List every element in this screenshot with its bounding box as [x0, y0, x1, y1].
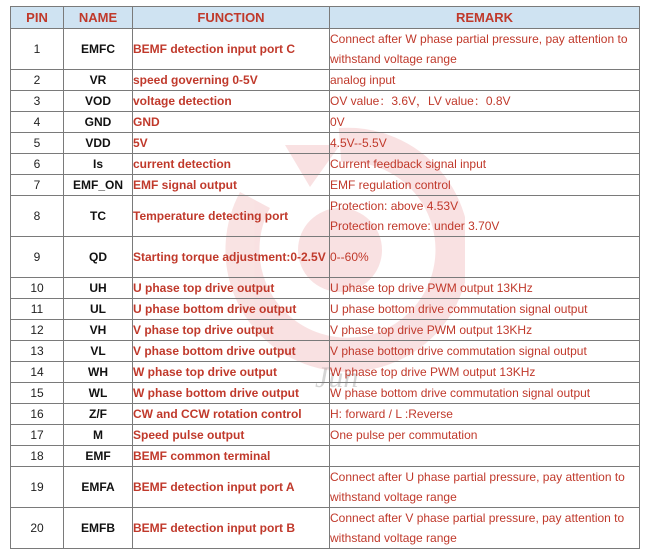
name-cell: WL	[64, 383, 133, 404]
table-row	[11, 70, 640, 91]
function-cell: voltage detection	[133, 91, 330, 112]
name-cell: Z/F	[64, 404, 133, 425]
name-cell: VL	[64, 341, 133, 362]
table-row	[11, 299, 640, 320]
name-cell: EMFB	[64, 508, 133, 549]
pin-cell: 2	[11, 70, 64, 91]
function-cell: BEMF common terminal	[133, 446, 330, 467]
remark-cell: W phase bottom drive commutation signal output	[330, 383, 640, 404]
name-cell: TC	[64, 196, 133, 237]
function-cell: speed governing 0-5V	[133, 70, 330, 91]
pin-cell: 15	[11, 383, 64, 404]
remark-cell: 0--60%	[330, 237, 640, 278]
remark-cell	[330, 446, 640, 467]
name-cell: VR	[64, 70, 133, 91]
table-row	[11, 133, 640, 154]
table-row	[11, 320, 640, 341]
table-row	[11, 154, 640, 175]
table-row	[11, 425, 640, 446]
remark-cell: V phase bottom drive commutation signal output	[330, 341, 640, 362]
pin-cell: 16	[11, 404, 64, 425]
name-cell: QD	[64, 237, 133, 278]
name-cell: UL	[64, 299, 133, 320]
function-cell: BEMF detection input port A	[133, 467, 330, 508]
function-cell: V phase top drive output	[133, 320, 330, 341]
table-row	[11, 112, 640, 133]
pin-cell: 6	[11, 154, 64, 175]
function-cell: Starting torque adjustment:0-2.5V	[133, 237, 330, 278]
function-cell: U phase top drive output	[133, 278, 330, 299]
name-cell: VOD	[64, 91, 133, 112]
table-body	[11, 29, 640, 549]
remark-cell: Connect after U phase partial pressure, pay attention to withstand voltage range	[330, 467, 640, 508]
remark-cell: Connect after V phase partial pressure, pay attention to withstand voltage range	[330, 508, 640, 549]
pin-cell: 5	[11, 133, 64, 154]
name-cell: EMFC	[64, 29, 133, 70]
function-cell: Speed pulse output	[133, 425, 330, 446]
header-function: FUNCTION	[133, 7, 330, 29]
pin-cell: 20	[11, 508, 64, 549]
remark-cell: Current feedback signal input	[330, 154, 640, 175]
function-cell: EMF signal output	[133, 175, 330, 196]
pin-cell: 9	[11, 237, 64, 278]
pin-cell: 19	[11, 467, 64, 508]
function-cell: BEMF detection input port C	[133, 29, 330, 70]
remark-cell: Protection: above 4.53V Protection remove: under 3.70V	[330, 196, 640, 237]
name-cell: VDD	[64, 133, 133, 154]
pin-cell: 13	[11, 341, 64, 362]
table-row	[11, 196, 640, 237]
table-header-row	[11, 7, 640, 29]
table-row	[11, 29, 640, 70]
remark-cell: H: forward / L :Reverse	[330, 404, 640, 425]
remark-cell: EMF regulation control	[330, 175, 640, 196]
pin-cell: 17	[11, 425, 64, 446]
function-cell: 5V	[133, 133, 330, 154]
function-cell: U phase bottom drive output	[133, 299, 330, 320]
pin-table	[10, 6, 640, 549]
name-cell: EMF_ON	[64, 175, 133, 196]
name-cell: EMFA	[64, 467, 133, 508]
remark-cell: analog input	[330, 70, 640, 91]
watermark-text: Jun	[315, 361, 359, 394]
pin-cell: 8	[11, 196, 64, 237]
name-cell: M	[64, 425, 133, 446]
pin-cell: 3	[11, 91, 64, 112]
pin-cell: 18	[11, 446, 64, 467]
remark-cell: U phase top drive PWM output 13KHz	[330, 278, 640, 299]
table-row	[11, 362, 640, 383]
pin-cell: 11	[11, 299, 64, 320]
pin-cell: 4	[11, 112, 64, 133]
header-name: NAME	[64, 7, 133, 29]
header-remark: REMARK	[330, 7, 640, 29]
function-cell: BEMF detection input port B	[133, 508, 330, 549]
function-cell: W phase bottom drive output	[133, 383, 330, 404]
name-cell: GND	[64, 112, 133, 133]
table-row	[11, 446, 640, 467]
remark-cell: W phase top drive PWM output 13KHz	[330, 362, 640, 383]
pin-cell: 7	[11, 175, 64, 196]
function-cell: CW and CCW rotation control	[133, 404, 330, 425]
remark-cell: V phase top drive PWM output 13KHz	[330, 320, 640, 341]
table-row	[11, 404, 640, 425]
function-cell: GND	[133, 112, 330, 133]
name-cell: EMF	[64, 446, 133, 467]
name-cell: VH	[64, 320, 133, 341]
table-row	[11, 383, 640, 404]
remark-cell: OV value：3.6V，LV value：0.8V	[330, 91, 640, 112]
name-cell: Is	[64, 154, 133, 175]
remark-cell: 0V	[330, 112, 640, 133]
remark-cell: Connect after W phase partial pressure, pay attention to withstand voltage range	[330, 29, 640, 70]
table-row	[11, 175, 640, 196]
table-row	[11, 278, 640, 299]
pin-cell: 10	[11, 278, 64, 299]
remark-cell: U phase bottom drive commutation signal output	[330, 299, 640, 320]
remark-cell: One pulse per commutation	[330, 425, 640, 446]
pin-cell: 14	[11, 362, 64, 383]
name-cell: WH	[64, 362, 133, 383]
table-row	[11, 508, 640, 549]
function-cell: Temperature detecting port	[133, 196, 330, 237]
function-cell: W phase top drive output	[133, 362, 330, 383]
remark-cell: 4.5V--5.5V	[330, 133, 640, 154]
function-cell: current detection	[133, 154, 330, 175]
pin-cell: 1	[11, 29, 64, 70]
table-row	[11, 467, 640, 508]
table-row	[11, 91, 640, 112]
table-row	[11, 237, 640, 278]
table-row	[11, 341, 640, 362]
pin-cell: 12	[11, 320, 64, 341]
function-cell: V phase bottom drive output	[133, 341, 330, 362]
name-cell: UH	[64, 278, 133, 299]
header-pin: PIN	[11, 7, 64, 29]
